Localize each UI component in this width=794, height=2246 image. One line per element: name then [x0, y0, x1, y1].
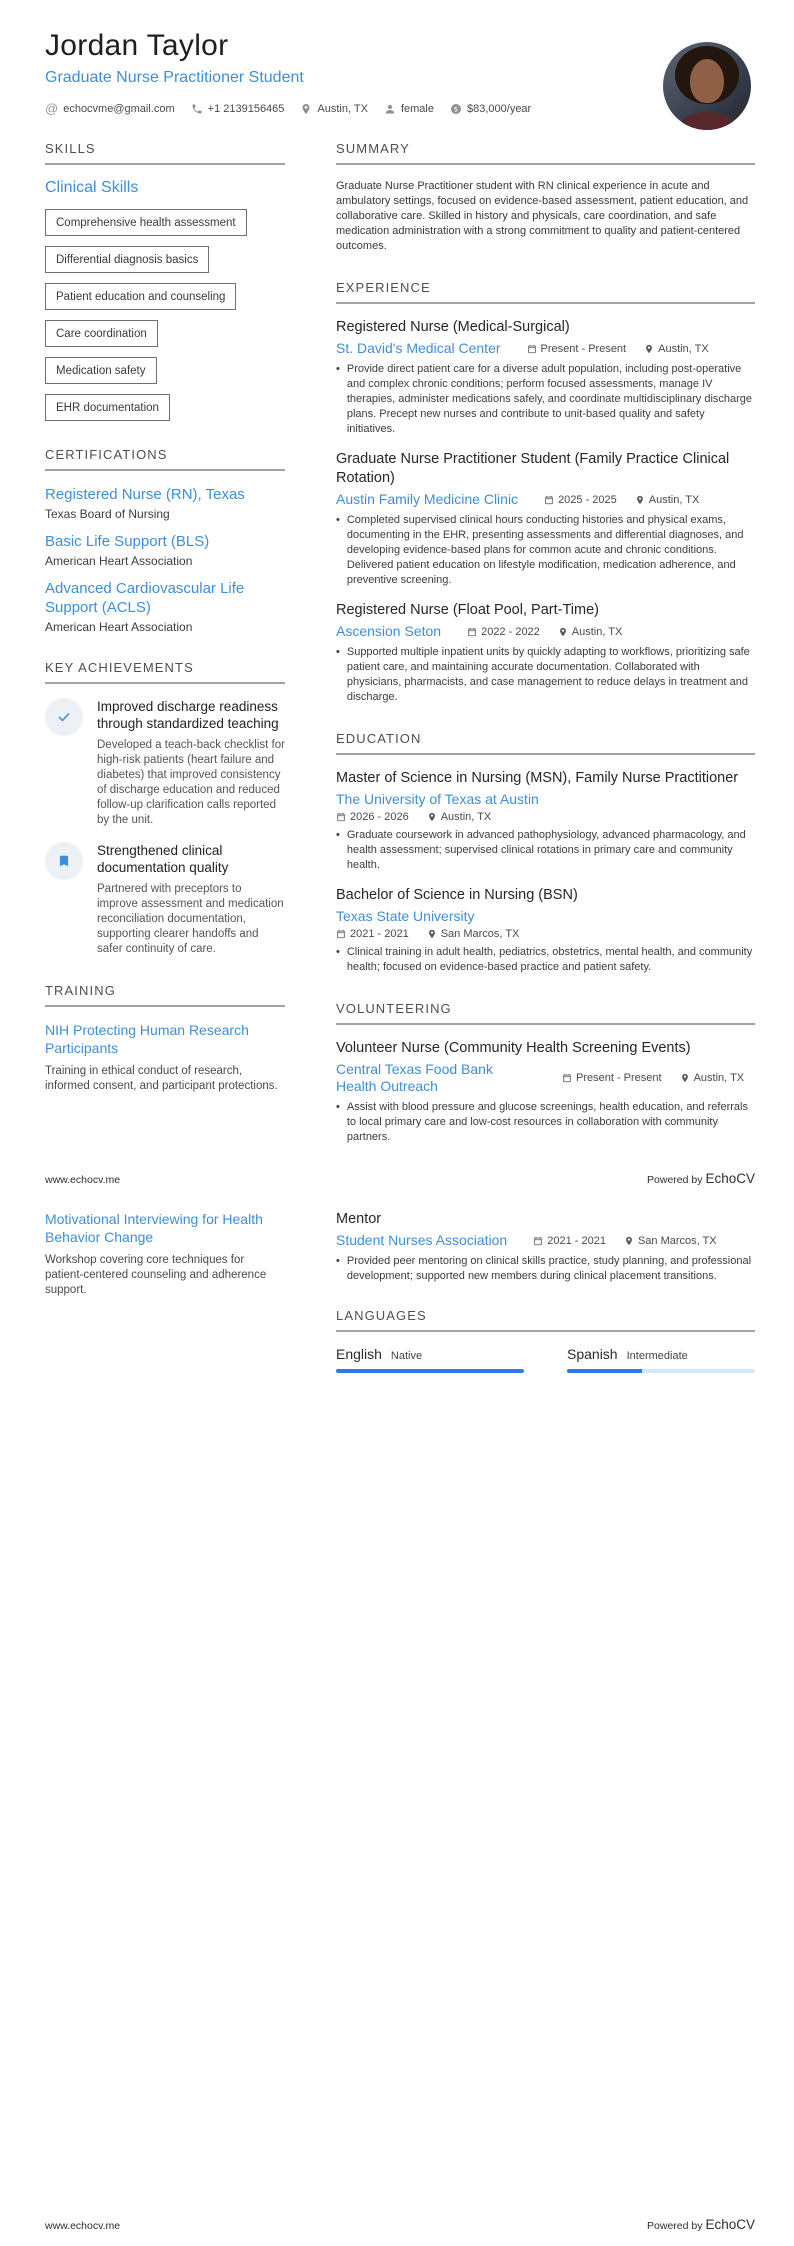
language-proficiency-bar: [567, 1369, 755, 1373]
location-pin-icon: [427, 929, 437, 939]
calendar-icon: [336, 929, 346, 939]
skill-chip: Comprehensive health assessment: [45, 209, 247, 236]
education-item: [336, 769, 755, 873]
right-column-page2: [336, 1210, 755, 1399]
experience-item: [336, 318, 755, 437]
page-footer: [45, 1171, 755, 1186]
volunteering-location: San Marcos, TX: [624, 1235, 717, 1247]
training-item: [45, 1210, 285, 1298]
volunteering-org-link[interactable]: Student Nurses Association: [336, 1232, 508, 1248]
location-pin-icon: [427, 812, 437, 822]
experience-title: Graduate Nurse Practitioner Student (Family Practice Clinical Rotation): [336, 451, 730, 486]
location-pin-icon: [624, 1236, 634, 1246]
echocv-brand: EchoCV: [705, 2217, 755, 2232]
education-item: [336, 886, 755, 975]
education-dates: 2021 - 2021: [336, 928, 409, 940]
education-location: San Marcos, TX: [427, 928, 520, 940]
location-pin-icon: [300, 103, 312, 115]
skill-group-title: Clinical Skills: [45, 179, 139, 196]
education-dates: 2026 - 2026: [336, 811, 409, 823]
location-pin-icon: [680, 1073, 690, 1083]
certification-issuer: American Heart Association: [45, 620, 193, 634]
certification-issuer: American Heart Association: [45, 554, 193, 568]
education-school-link[interactable]: The University of Texas at Austin: [336, 791, 539, 807]
education-location: Austin, TX: [427, 811, 492, 823]
volunteering-bullet: • Assist with blood pressure and glucose screenings, health education, and referrals to local primary care and low-cost resources in collaboration with community partners.: [336, 1101, 748, 1143]
summary-section: [336, 141, 755, 254]
experience-heading: EXPERIENCE: [336, 280, 755, 304]
summary-text: Graduate Nurse Practitioner student with RN clinical experience in acute and ambulatory settings, focused on evidence-based assessment, patient education, and collaborative care. Skilled in history and physicals, care coordination, and safe medication administration with a strong commitment to quality and patient-centered outcomes.: [336, 180, 749, 252]
certification-item: [45, 485, 285, 521]
education-bullet: • Graduate coursework in advanced pathophysiology, advanced pharmacology, and health assessment; supervised clinical rotations in primary care and community health.: [336, 829, 746, 871]
contact-phone: +1 2139156465: [191, 103, 285, 115]
page-footer: [45, 2217, 755, 2232]
certification-link[interactable]: Registered Nurse (RN), Texas: [45, 486, 245, 503]
salary-icon: [450, 103, 462, 115]
volunteering-bullet: • Provided peer mentoring on clinical skills practice, study planning, and professional development; supported new members during clinical placement transitions.: [336, 1255, 752, 1282]
experience-location: Austin, TX: [558, 626, 623, 638]
achievement-body: Developed a teach-back checklist for high-risk patients (heart failure and diabetes) that improved consistency of discharge education and reduced follow-up clarification calls reported by the unit.: [97, 739, 285, 826]
calendar-icon: [527, 344, 537, 354]
profile-photo: [663, 42, 751, 130]
contact-location: Austin, TX: [300, 103, 368, 115]
skill-chip: Patient education and counseling: [45, 283, 236, 310]
certification-item: [45, 532, 285, 568]
certification-link[interactable]: Basic Life Support (BLS): [45, 533, 210, 550]
education-school-link[interactable]: Texas State University: [336, 908, 475, 924]
language-proficiency-bar: [336, 1369, 524, 1373]
experience-item: [336, 601, 755, 705]
education-section: [336, 731, 755, 975]
summary-heading: SUMMARY: [336, 141, 755, 165]
contact-gender: female: [384, 103, 434, 115]
experience-location: Austin, TX: [635, 494, 700, 506]
calendar-icon: [544, 495, 554, 505]
location-pin-icon: [644, 344, 654, 354]
experience-title: Registered Nurse (Medical-Surgical): [336, 319, 570, 335]
training-heading: TRAINING: [45, 983, 285, 1007]
email-icon: @: [45, 101, 59, 116]
left-column: [45, 141, 285, 1171]
calendar-icon: [533, 1236, 543, 1246]
svg-text:$: $: [453, 105, 459, 113]
achievement-item: [45, 842, 285, 957]
volunteering-dates: Present - Present: [562, 1072, 662, 1084]
volunteering-location: Austin, TX: [680, 1072, 745, 1084]
languages-heading: LANGUAGES: [336, 1308, 755, 1332]
experience-section: [336, 280, 755, 705]
experience-company-link[interactable]: St. David's Medical Center: [336, 340, 501, 356]
experience-bullet: • Completed supervised clinical hours conducting histories and physical exams, documenting in the EHR, presenting assessments and differential diagnoses, and developing evidence-based plans for common acute and chronic conditions. Delivered patient education on lifestyle modification, medication adherence, and preventive screening.: [336, 514, 744, 586]
resume-page-2: [0, 1118, 794, 2246]
certification-item: [45, 579, 285, 634]
key-achievements-section: [45, 660, 285, 957]
training-body: Training in ethical conduct of research, informed consent, and participant protections.: [45, 1065, 278, 1092]
footer-site-link[interactable]: www.echocv.me: [45, 2220, 121, 2232]
candidate-title: Graduate Nurse Practitioner Student: [45, 69, 304, 86]
language-name: English: [336, 1346, 382, 1362]
training-body: Workshop covering core techniques for patient-centered counseling and adherence support.: [45, 1254, 267, 1296]
language-item: [336, 1346, 524, 1373]
training-title-link[interactable]: NIH Protecting Human Research Participants: [45, 1022, 249, 1056]
experience-title: Registered Nurse (Float Pool, Part-Time): [336, 602, 599, 618]
calendar-icon: [562, 1073, 572, 1083]
education-bullet: • Clinical training in adult health, pediatrics, obstetrics, mental health, and community health; focused on evidence-based practice and patient safety.: [336, 946, 753, 973]
contact-email: @ echocvme@gmail.com: [45, 101, 175, 116]
skill-chip: EHR documentation: [45, 394, 170, 421]
training-section: [45, 983, 285, 1094]
location-pin-icon: [635, 495, 645, 505]
bookmark-icon: [45, 842, 83, 880]
certification-link[interactable]: Advanced Cardiovascular Life Support (ACLS): [45, 580, 245, 616]
experience-company-link[interactable]: Ascension Seton: [336, 623, 442, 639]
volunteering-section: [336, 1001, 755, 1145]
right-column: [336, 141, 755, 1171]
volunteering-item: [336, 1210, 755, 1284]
key-achievements-heading: KEY ACHIEVEMENTS: [45, 660, 285, 684]
education-degree: Bachelor of Science in Nursing (BSN): [336, 887, 578, 903]
language-name: Spanish: [567, 1346, 618, 1362]
check-icon: [45, 698, 83, 736]
language-level: Native: [390, 1350, 423, 1362]
contact-salary: $ $83,000/year: [450, 103, 531, 115]
candidate-name: Jordan Taylor: [45, 29, 229, 62]
certifications-heading: CERTIFICATIONS: [45, 447, 285, 471]
volunteering-title: Mentor: [336, 1211, 382, 1227]
certification-issuer: Texas Board of Nursing: [45, 507, 170, 521]
skill-chip: Care coordination: [45, 320, 158, 347]
footer-site-link[interactable]: www.echocv.me: [45, 1174, 121, 1186]
skills-section: [45, 141, 285, 421]
certifications-section: [45, 447, 285, 634]
echocv-brand: EchoCV: [705, 1171, 755, 1186]
avatar-face: [690, 59, 724, 103]
powered-by: Powered by EchoCV: [647, 2217, 755, 2232]
phone-icon: [191, 103, 203, 115]
experience-dates: Present - Present: [527, 343, 627, 355]
skills-heading: SKILLS: [45, 141, 285, 165]
skill-chip: Medication safety: [45, 357, 157, 384]
experience-location: Austin, TX: [644, 343, 709, 355]
achievement-title: Strengthened clinical documentation quality: [97, 843, 229, 875]
education-degree: Master of Science in Nursing (MSN), Family Nurse Practitioner: [336, 770, 739, 786]
volunteering-org-link[interactable]: Central Texas Food Bank Health Outreach: [336, 1061, 493, 1094]
calendar-icon: [467, 627, 477, 637]
volunteering-item: [336, 1039, 755, 1145]
volunteering-title: Volunteer Nurse (Community Health Screening Events): [336, 1040, 691, 1056]
achievement-title: Improved discharge readiness through standardized teaching: [97, 699, 279, 731]
experience-dates: 2022 - 2022: [467, 626, 540, 638]
volunteering-dates: 2021 - 2021: [533, 1235, 606, 1247]
calendar-icon: [336, 812, 346, 822]
training-item: [45, 1021, 285, 1094]
skill-chip: Differential diagnosis basics: [45, 246, 209, 273]
contact-row: [45, 102, 635, 115]
powered-by: Powered by EchoCV: [647, 1171, 755, 1186]
person-icon: [384, 103, 396, 115]
education-heading: EDUCATION: [336, 731, 755, 755]
languages-section: [336, 1308, 755, 1373]
experience-bullet: • Provide direct patient care for a diverse adult population, including post-operative and complex chronic conditions; perform focused assessments, manage IV therapies, administer medications safely, and coordinate multidisciplinary discharge plans. Precept new nurses and contribute to unit-based quality and safety initiatives.: [336, 363, 753, 435]
training-title-link[interactable]: Motivational Interviewing for Health Behavior Change: [45, 1211, 263, 1245]
location-pin-icon: [558, 627, 568, 637]
left-column-page2: [45, 1210, 285, 1399]
experience-company-link[interactable]: Austin Family Medicine Clinic: [336, 491, 519, 507]
achievement-item: [45, 698, 285, 828]
experience-bullet: • Supported multiple inpatient units by quickly adapting to workflows, prioritizing safe patient care, and maintaining accurate documentation. Collaborated with physicians, pharmacists, and case management to reduce delays in treatment and discharge.: [336, 646, 750, 703]
experience-item: [336, 450, 755, 588]
header: [45, 28, 755, 115]
avatar-shoulders: [680, 112, 734, 130]
language-level: Intermediate: [626, 1350, 688, 1362]
experience-dates: 2025 - 2025: [544, 494, 617, 506]
achievement-body: Partnered with preceptors to improve assessment and medication reconciliation documentation, supporting clearer handoffs and safer continuity of care.: [97, 883, 284, 955]
volunteering-heading: VOLUNTEERING: [336, 1001, 755, 1025]
language-item: [567, 1346, 755, 1373]
